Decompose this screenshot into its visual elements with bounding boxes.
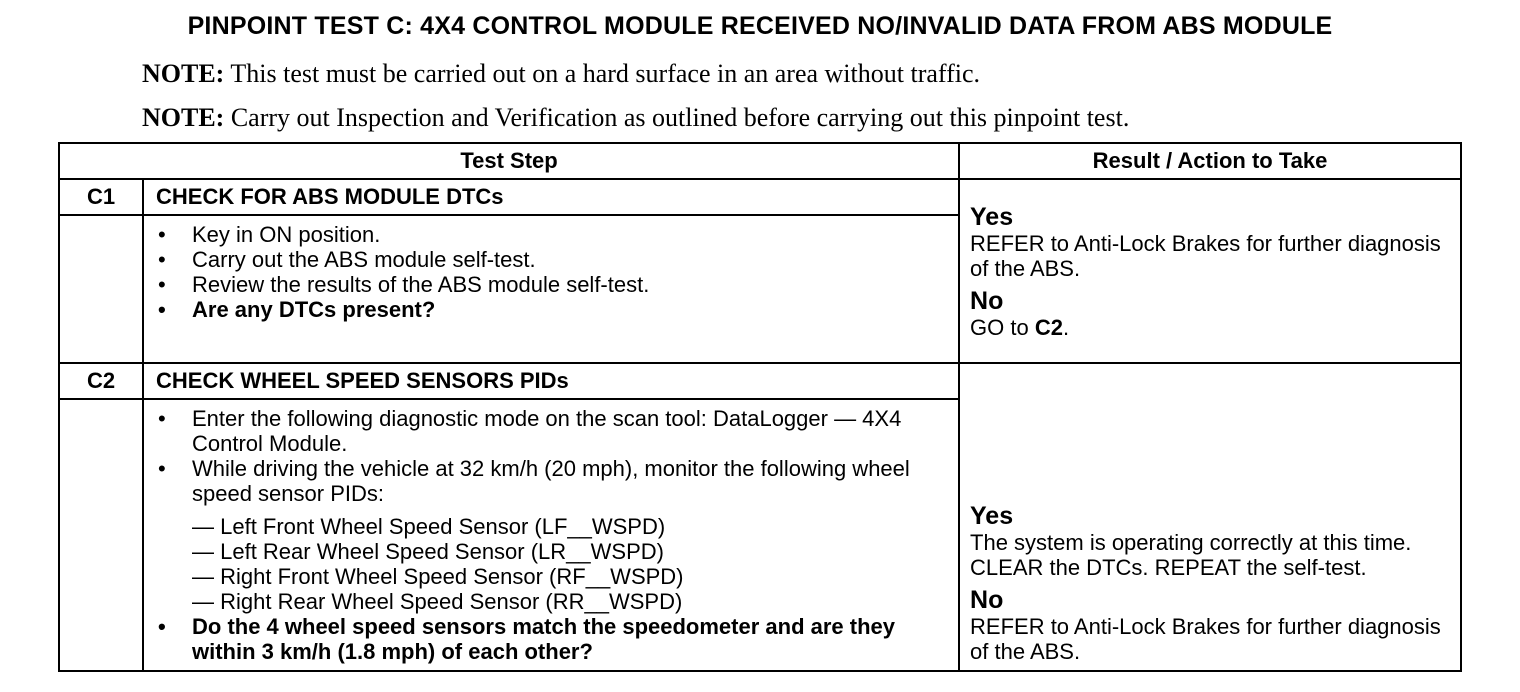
note-label: NOTE: — [142, 103, 225, 132]
pid-item: — Right Rear Wheel Speed Sensor (RR__WSPD) — [192, 589, 683, 614]
step-bullets — [144, 216, 958, 328]
pinpoint-test-table — [58, 142, 1462, 672]
step-id: C2 — [59, 363, 143, 399]
table-header-row — [59, 143, 1461, 179]
note-text: Carry out Inspection and Verification as outlined before carrying out this pinpoint test. — [230, 103, 1130, 132]
pid-item: — Left Rear Wheel Speed Sensor (LR__WSPD) — [192, 539, 664, 564]
no-action-suffix: . — [1062, 314, 1070, 340]
list-item — [156, 456, 950, 614]
page-title: PINPOINT TEST C: 4X4 CONTROL MODULE RECEIVED NO/INVALID DATA FROM ABS MODULE — [187, 12, 1333, 40]
note-inspection — [142, 103, 1129, 133]
note-surface — [142, 59, 980, 89]
header-test-step: Test Step — [59, 143, 959, 179]
step-c2-heading-row — [59, 363, 1461, 399]
yes-action: REFER to Anti-Lock Brakes for further diagnosis of the ABS. — [970, 230, 1441, 281]
step-bullets — [144, 400, 958, 670]
yes-label: Yes — [970, 502, 1014, 530]
step-id: C1 — [59, 179, 143, 215]
note-text: This test must be carried out on a hard surface in an area without traffic. — [230, 59, 981, 88]
list-item: • Carry out the ABS module self-test. — [156, 247, 950, 272]
pid-list — [192, 514, 950, 614]
list-item: • Enter the following diagnostic mode on the scan tool: DataLogger — 4X4 Control Module. — [156, 406, 950, 456]
step-c1-result — [959, 179, 1461, 363]
step-c2-result — [959, 363, 1461, 671]
no-label: No — [970, 586, 1004, 614]
no-action-target: C2 — [1034, 314, 1063, 340]
step-id-blank — [59, 399, 143, 671]
step-question: • Do the 4 wheel speed sensors match the speedometer and are they within 3 km/h (1.8 mph) of each other? — [156, 614, 950, 664]
pid-item: — Left Front Wheel Speed Sensor (LF__WSPD) — [192, 514, 666, 539]
step-c2-body — [143, 399, 959, 671]
list-item: • Key in ON position. — [156, 222, 950, 247]
list-item-text: While driving the vehicle at 32 km/h (20 mph), monitor the following wheel speed sensor PIDs: — [192, 456, 910, 506]
pid-item: — Right Front Wheel Speed Sensor (RF__WSPD) — [192, 564, 684, 589]
yes-action: The system is operating correctly at this time. CLEAR the DTCs. REPEAT the self-test. — [970, 530, 1412, 580]
step-id-blank — [59, 215, 143, 363]
note-label: NOTE: — [142, 59, 225, 88]
yes-label: Yes — [970, 202, 1014, 231]
no-action: REFER to Anti-Lock Brakes for further diagnosis of the ABS. — [970, 614, 1441, 664]
no-action — [970, 315, 1450, 340]
step-c1-body — [143, 215, 959, 363]
list-item: • Review the results of the ABS module self-test. — [156, 272, 950, 297]
step-heading: CHECK FOR ABS MODULE DTCs — [143, 179, 959, 215]
step-c1-heading-row — [59, 179, 1461, 215]
step-question: • Are any DTCs present? — [156, 297, 950, 322]
no-label: No — [970, 286, 1004, 315]
step-heading: CHECK WHEEL SPEED SENSORS PIDs — [143, 363, 959, 399]
header-result-action: Result / Action to Take — [959, 143, 1461, 179]
no-action-prefix: GO to — [970, 314, 1029, 340]
